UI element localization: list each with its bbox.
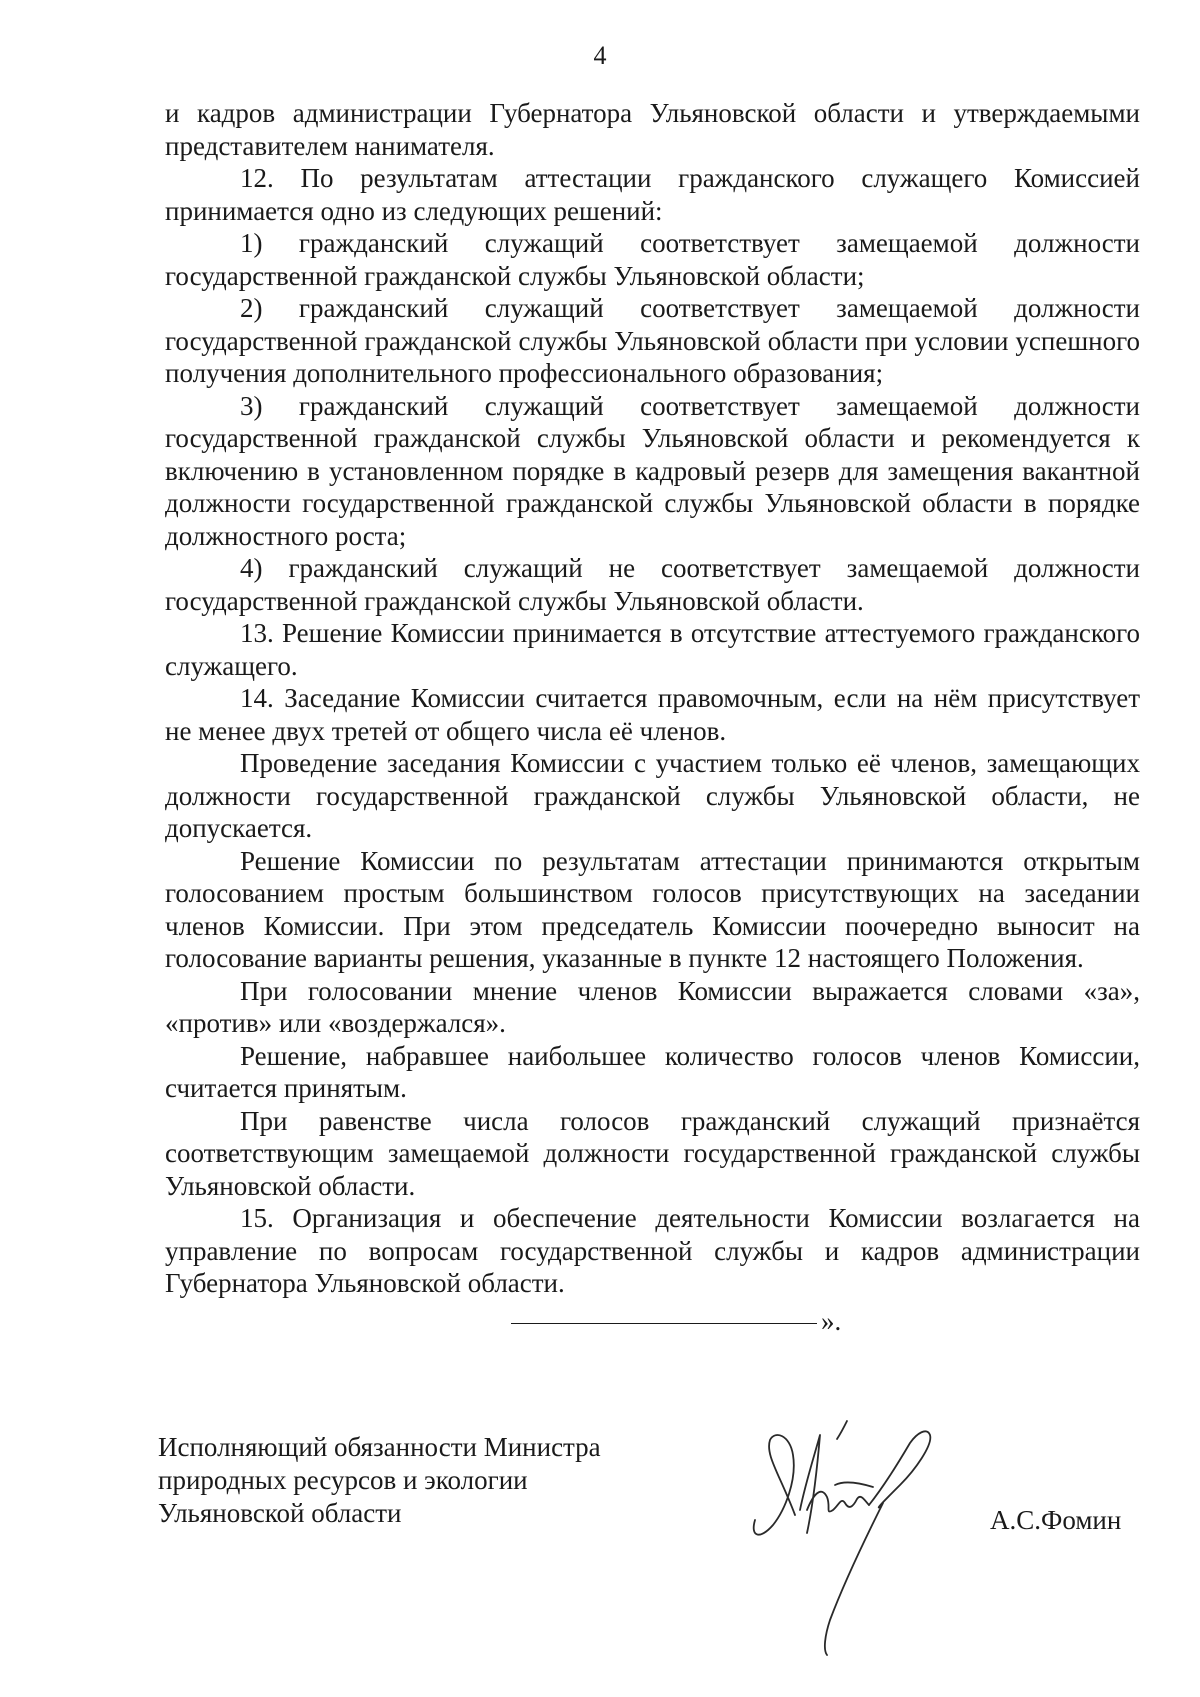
paragraph: 3) гражданский служащий соответствует замещаемой должности государственной гражданской службы Ульяновской области и рекомендуется к включению в установленном порядке в кадровый резерв для замещения вакантной должности государственной гражданской службы Ульяновской области в порядке должностного роста; [165, 390, 1140, 551]
signer-title [158, 1431, 601, 1530]
separator-rule [511, 1323, 817, 1324]
paragraph: 14. Заседание Комиссии считается правомочным, если на нём присутствует не менее двух третей от общего числа её членов. [165, 683, 1140, 746]
signer-title-line: Ульяновской области [158, 1498, 402, 1528]
paragraph: 1) гражданский служащий соответствует замещаемой должности государственной гражданской службы Ульяновской области; [165, 228, 1140, 291]
paragraph: 12. По результатам аттестации гражданского служащего Комиссией принимается одно из следующих решений: [165, 163, 1140, 226]
signer-title-line: Исполняющий обязанности Министра [158, 1432, 601, 1462]
handwritten-signature [735, 1415, 985, 1665]
page-number: 4 [593, 41, 607, 70]
paragraph: 4) гражданский служащий не соответствует замещаемой должности государственной гражданской службы Ульяновской области. [165, 553, 1140, 616]
closing-quote: ». [821, 1306, 842, 1336]
paragraph: 13. Решение Комиссии принимается в отсутствие аттестуемого гражданского служащего. [165, 618, 1140, 681]
signer-name: А.С.Фомин [990, 1505, 1122, 1535]
paragraph: Решение Комиссии по результатам аттестации принимаются открытым голосованием простым большинством голосов присутствующих на заседании членов Комиссии. При этом председатель Комиссии поочередно выносит на голосование варианты решения, указанные в пункте 12 настоящего Положения. [165, 845, 1140, 973]
paragraph: 2) гражданский служащий соответствует замещаемой должности государственной гражданской службы Ульяновской области при условии успешного получения дополнительного профессионального образования; [165, 293, 1140, 388]
signer-title-line: природных ресурсов и экологии [158, 1465, 528, 1495]
paragraph: При равенстве числа голосов гражданский служащий признаётся соответствующим замещаемой должности государственной гражданской службы Ульяновской области. [165, 1105, 1140, 1201]
paragraph: Проведение заседания Комиссии с участием только её членов, замещающих должности государственной гражданской службы Ульяновской области, не допускается. [165, 748, 1140, 843]
closing-line [511, 1305, 841, 1337]
paragraph: и кадров администрации Губернатора Ульяновской области и утверждаемыми представителем нанимателя. [165, 98, 1140, 161]
document-body [165, 97, 1140, 1300]
paragraph: 15. Организация и обеспечение деятельности Комиссии возлагается на управление по вопросам государственной службы и кадров администрации Губернатора Ульяновской области. [165, 1203, 1140, 1298]
paragraph: При голосовании мнение членов Комиссии выражается словами «за», «против» или «воздержался». [165, 975, 1140, 1038]
paragraph: Решение, набравшее наибольшее количество голосов членов Комиссии, считается принятым. [165, 1040, 1140, 1103]
